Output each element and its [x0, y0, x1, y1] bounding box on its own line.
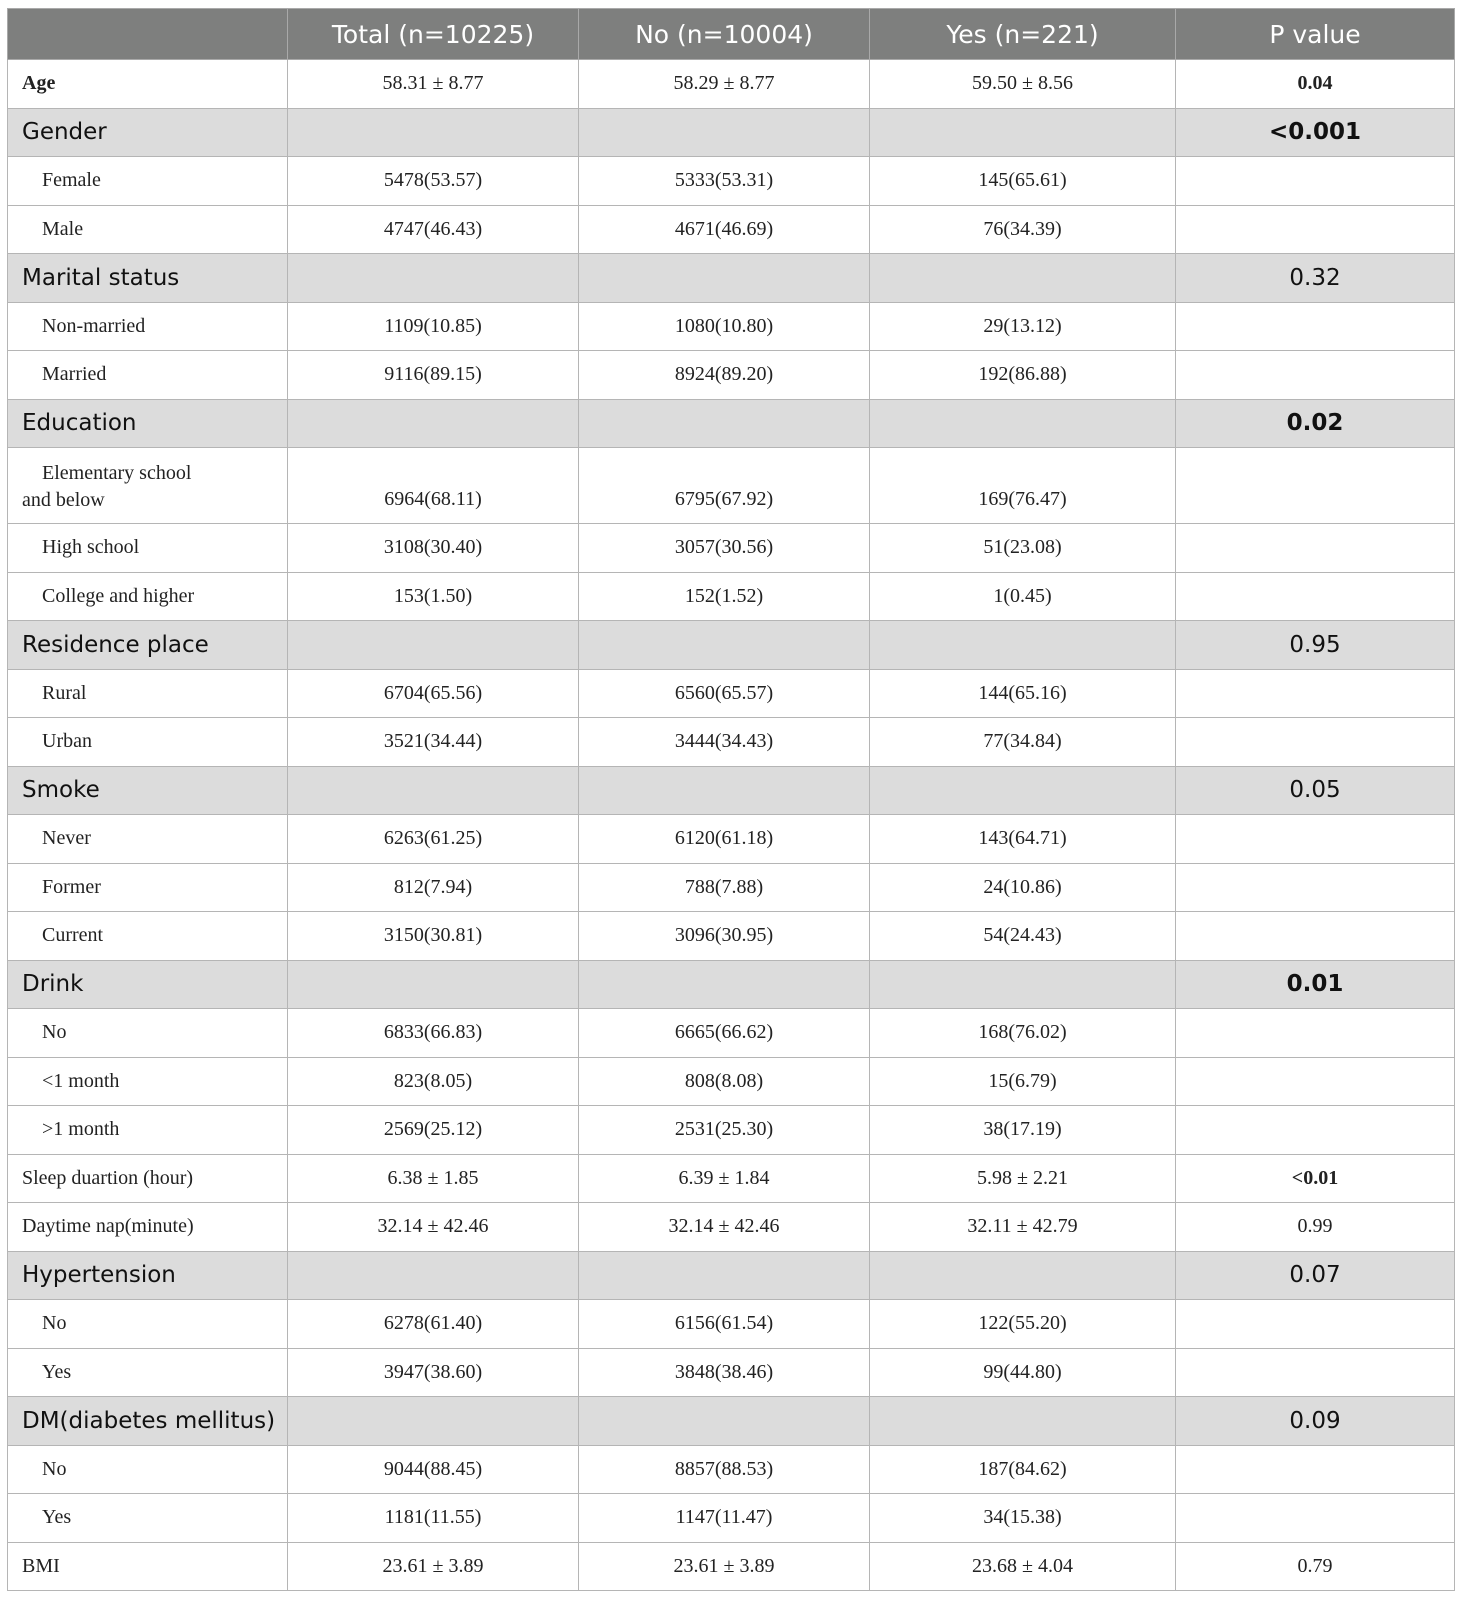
table-row [8, 157, 1455, 206]
cell-p-value: 0.02 [1176, 399, 1455, 448]
cell-no: 1147(11.47) [579, 1494, 870, 1543]
table-group-row [8, 766, 1455, 815]
cell-total: 3108(30.40) [288, 524, 579, 573]
cell-yes: 59.50 ± 8.56 [870, 60, 1176, 109]
cell-p-value: 0.32 [1176, 254, 1455, 303]
cell-no: 32.14 ± 42.46 [579, 1203, 870, 1252]
cell-p-value [1176, 1494, 1455, 1543]
cell-p-value: <0.01 [1176, 1154, 1455, 1203]
table-row [8, 205, 1455, 254]
row-label: No [8, 1300, 288, 1349]
cell-total: 32.14 ± 42.46 [288, 1203, 579, 1252]
cell-yes: 192(86.88) [870, 351, 1176, 400]
cell-yes: 144(65.16) [870, 669, 1176, 718]
row-label [8, 448, 288, 524]
cell-total [288, 1251, 579, 1300]
cell-yes [870, 1397, 1176, 1446]
baseline-characteristics-table [7, 8, 1455, 1591]
table-group-row [8, 1251, 1455, 1300]
cell-p-value [1176, 1445, 1455, 1494]
table-row [8, 524, 1455, 573]
cell-yes: 1(0.45) [870, 572, 1176, 621]
cell-yes: 51(23.08) [870, 524, 1176, 573]
cell-p-value [1176, 205, 1455, 254]
cell-total: 58.31 ± 8.77 [288, 60, 579, 109]
table-group-row [8, 960, 1455, 1009]
header-total: Total (n=10225) [288, 9, 579, 60]
group-label: Marital status [8, 254, 288, 303]
cell-no [579, 766, 870, 815]
cell-yes [870, 254, 1176, 303]
cell-p-value [1176, 1348, 1455, 1397]
row-label: High school [8, 524, 288, 573]
cell-no: 788(7.88) [579, 863, 870, 912]
header-variable [8, 9, 288, 60]
cell-total: 6.38 ± 1.85 [288, 1154, 579, 1203]
cell-yes [870, 766, 1176, 815]
table-group-row [8, 399, 1455, 448]
cell-no: 5333(53.31) [579, 157, 870, 206]
cell-yes [870, 399, 1176, 448]
cell-yes: 77(34.84) [870, 718, 1176, 767]
table-row [8, 1300, 1455, 1349]
cell-p-value [1176, 302, 1455, 351]
cell-yes: 54(24.43) [870, 912, 1176, 961]
cell-total: 1109(10.85) [288, 302, 579, 351]
cell-p-value [1176, 1300, 1455, 1349]
cell-total: 2569(25.12) [288, 1106, 579, 1155]
cell-no: 6.39 ± 1.84 [579, 1154, 870, 1203]
cell-total [288, 399, 579, 448]
cell-total: 6964(68.11) [288, 448, 579, 524]
cell-total: 3150(30.81) [288, 912, 579, 961]
cell-total: 1181(11.55) [288, 1494, 579, 1543]
cell-yes: 32.11 ± 42.79 [870, 1203, 1176, 1252]
cell-no: 6560(65.57) [579, 669, 870, 718]
cell-yes [870, 108, 1176, 157]
cell-no [579, 621, 870, 670]
cell-p-value [1176, 669, 1455, 718]
row-label: Age [8, 60, 288, 109]
table-group-row [8, 1397, 1455, 1446]
table-row [8, 60, 1455, 109]
table-row [8, 1203, 1455, 1252]
table-row [8, 912, 1455, 961]
cell-no: 808(8.08) [579, 1057, 870, 1106]
cell-no [579, 399, 870, 448]
table-row [8, 448, 1455, 524]
table-row [8, 1106, 1455, 1155]
cell-yes [870, 960, 1176, 1009]
table-row [8, 1154, 1455, 1203]
cell-yes [870, 1251, 1176, 1300]
cell-total: 23.61 ± 3.89 [288, 1542, 579, 1591]
table-row [8, 572, 1455, 621]
table-group-row [8, 254, 1455, 303]
table-row [8, 1057, 1455, 1106]
group-label: Hypertension [8, 1251, 288, 1300]
cell-total: 6278(61.40) [288, 1300, 579, 1349]
cell-no: 3057(30.56) [579, 524, 870, 573]
cell-yes: 168(76.02) [870, 1009, 1176, 1058]
table-group-row [8, 621, 1455, 670]
table-row [8, 718, 1455, 767]
row-label: College and higher [8, 572, 288, 621]
cell-no: 3096(30.95) [579, 912, 870, 961]
row-label: Urban [8, 718, 288, 767]
row-label: Yes [8, 1494, 288, 1543]
cell-p-value: <0.001 [1176, 108, 1455, 157]
group-label: Education [8, 399, 288, 448]
cell-total [288, 254, 579, 303]
cell-total: 6263(61.25) [288, 815, 579, 864]
row-label: Never [8, 815, 288, 864]
cell-total: 6704(65.56) [288, 669, 579, 718]
cell-yes: 5.98 ± 2.21 [870, 1154, 1176, 1203]
table-group-row [8, 108, 1455, 157]
cell-p-value [1176, 912, 1455, 961]
cell-no: 8924(89.20) [579, 351, 870, 400]
cell-total: 6833(66.83) [288, 1009, 579, 1058]
cell-p-value: 0.79 [1176, 1542, 1455, 1591]
cell-p-value [1176, 718, 1455, 767]
group-label: Drink [8, 960, 288, 1009]
cell-yes [870, 621, 1176, 670]
cell-yes: 145(65.61) [870, 157, 1176, 206]
row-label: Former [8, 863, 288, 912]
table-row [8, 815, 1455, 864]
cell-p-value: 0.95 [1176, 621, 1455, 670]
header-no: No (n=10004) [579, 9, 870, 60]
cell-no [579, 960, 870, 1009]
row-label: No [8, 1009, 288, 1058]
table-row [8, 1542, 1455, 1591]
cell-no: 6120(61.18) [579, 815, 870, 864]
cell-total [288, 108, 579, 157]
cell-yes: 34(15.38) [870, 1494, 1176, 1543]
row-label: Male [8, 205, 288, 254]
cell-p-value: 0.04 [1176, 60, 1455, 109]
group-label: DM(diabetes mellitus) [8, 1397, 288, 1446]
cell-p-value [1176, 815, 1455, 864]
cell-no: 58.29 ± 8.77 [579, 60, 870, 109]
cell-p-value: 0.07 [1176, 1251, 1455, 1300]
cell-no: 152(1.52) [579, 572, 870, 621]
row-label: <1 month [8, 1057, 288, 1106]
cell-yes: 187(84.62) [870, 1445, 1176, 1494]
cell-total: 4747(46.43) [288, 205, 579, 254]
cell-yes: 15(6.79) [870, 1057, 1176, 1106]
cell-yes: 76(34.39) [870, 205, 1176, 254]
cell-p-value: 0.99 [1176, 1203, 1455, 1252]
cell-yes: 23.68 ± 4.04 [870, 1542, 1176, 1591]
cell-total [288, 766, 579, 815]
cell-total: 823(8.05) [288, 1057, 579, 1106]
cell-p-value [1176, 1057, 1455, 1106]
group-label: Gender [8, 108, 288, 157]
cell-p-value [1176, 1009, 1455, 1058]
row-label: Married [8, 351, 288, 400]
group-label: Smoke [8, 766, 288, 815]
cell-p-value [1176, 863, 1455, 912]
cell-total: 153(1.50) [288, 572, 579, 621]
cell-no: 3444(34.43) [579, 718, 870, 767]
header-yes: Yes (n=221) [870, 9, 1176, 60]
cell-p-value: 0.01 [1176, 960, 1455, 1009]
table-row [8, 1445, 1455, 1494]
cell-p-value [1176, 1106, 1455, 1155]
cell-total: 5478(53.57) [288, 157, 579, 206]
group-label: Residence place [8, 621, 288, 670]
cell-yes: 24(10.86) [870, 863, 1176, 912]
cell-p-value: 0.05 [1176, 766, 1455, 815]
table-body [8, 60, 1455, 1591]
row-label: Current [8, 912, 288, 961]
cell-yes: 169(76.47) [870, 448, 1176, 524]
row-label: Rural [8, 669, 288, 718]
cell-no [579, 254, 870, 303]
cell-p-value: 0.09 [1176, 1397, 1455, 1446]
cell-no: 6795(67.92) [579, 448, 870, 524]
cell-yes: 143(64.71) [870, 815, 1176, 864]
header-p-value: P value [1176, 9, 1455, 60]
cell-p-value [1176, 448, 1455, 524]
table-row [8, 1494, 1455, 1543]
cell-yes: 38(17.19) [870, 1106, 1176, 1155]
cell-no [579, 1251, 870, 1300]
cell-total [288, 621, 579, 670]
cell-p-value [1176, 157, 1455, 206]
cell-yes: 99(44.80) [870, 1348, 1176, 1397]
cell-total: 9044(88.45) [288, 1445, 579, 1494]
cell-yes: 29(13.12) [870, 302, 1176, 351]
row-label: Sleep duartion (hour) [8, 1154, 288, 1203]
table-row [8, 351, 1455, 400]
row-label: No [8, 1445, 288, 1494]
cell-no: 6665(66.62) [579, 1009, 870, 1058]
cell-yes: 122(55.20) [870, 1300, 1176, 1349]
cell-no [579, 108, 870, 157]
table-row [8, 863, 1455, 912]
cell-no: 2531(25.30) [579, 1106, 870, 1155]
cell-total: 812(7.94) [288, 863, 579, 912]
table-row [8, 1009, 1455, 1058]
cell-p-value [1176, 524, 1455, 573]
row-label-line2: and below [22, 488, 105, 511]
row-label: >1 month [8, 1106, 288, 1155]
row-label: Female [8, 157, 288, 206]
cell-p-value [1176, 572, 1455, 621]
cell-no: 3848(38.46) [579, 1348, 870, 1397]
cell-total: 9116(89.15) [288, 351, 579, 400]
table-row [8, 302, 1455, 351]
cell-p-value [1176, 351, 1455, 400]
row-label: Daytime nap(minute) [8, 1203, 288, 1252]
row-label: Non-married [8, 302, 288, 351]
cell-no: 23.61 ± 3.89 [579, 1542, 870, 1591]
cell-no: 1080(10.80) [579, 302, 870, 351]
table-row [8, 669, 1455, 718]
cell-no: 6156(61.54) [579, 1300, 870, 1349]
cell-no: 4671(46.69) [579, 205, 870, 254]
cell-total [288, 1397, 579, 1446]
cell-total: 3521(34.44) [288, 718, 579, 767]
cell-total: 3947(38.60) [288, 1348, 579, 1397]
row-label: Yes [8, 1348, 288, 1397]
row-label: BMI [8, 1542, 288, 1591]
cell-total [288, 960, 579, 1009]
table-header [8, 9, 1455, 60]
cell-no [579, 1397, 870, 1446]
table-row [8, 1348, 1455, 1397]
row-label-line1: Elementary school [42, 461, 192, 484]
cell-no: 8857(88.53) [579, 1445, 870, 1494]
